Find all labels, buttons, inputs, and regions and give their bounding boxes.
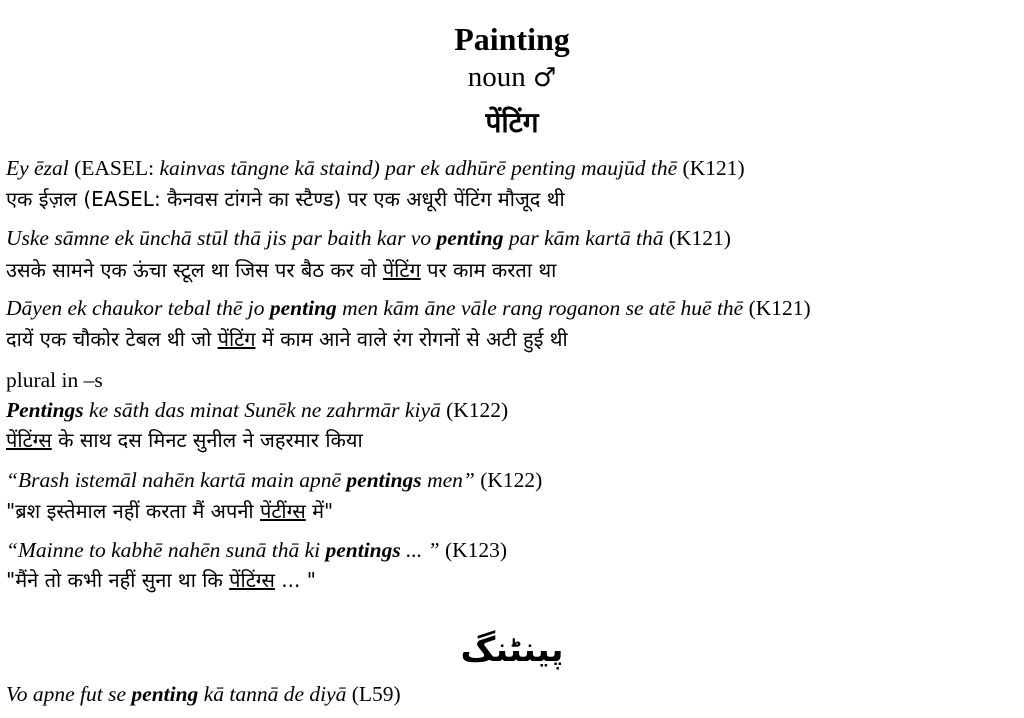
plural-example-2-devanagari: "ब्रश इस्तेमाल नहीं करता मैं अपनी पेंटींग्स में" — [6, 499, 334, 523]
pos-label: noun — [467, 61, 526, 93]
plural-example-1-devanagari: पेंटिंग्स के साथ दस मिनट सुनील ने जहरमार किया — [6, 428, 363, 452]
plural-example-1-roman: Pentings ke sāth das minat Sunēk ne zahrmār kiyā (K122) — [6, 398, 509, 422]
urdu-example-roman: Vo apne fut se penting kā tannā de diyā (L59) — [6, 682, 401, 706]
headword-urdu: پینٹنگ — [460, 630, 564, 670]
plural-example-2-roman: “Brash istemāl nahēn kartā main apnē pentings men” (K122) — [6, 468, 543, 492]
example-1-devanagari: एक ईज़ल (EASEL: कैनवस टांगने का स्टैण्ड) पर एक अधूरी पेंटिंग मौजूद थी — [6, 187, 565, 211]
headword-devanagari: पेंटिंग — [485, 106, 539, 139]
example-3-roman: Dāyen ek chaukor tebal thē jo penting men kām āne vāle rang roganon se atē huē thē (K121) — [6, 296, 811, 320]
entry-title: Painting — [454, 21, 570, 57]
masculine-gender-icon: ♂ — [532, 63, 557, 93]
example-1-roman: Ey ēzal (EASEL: kainvas tāngne kā staind) par ek adhūrē penting maujūd thē (K121) — [6, 156, 745, 180]
example-2-roman: Uske sāmne ek ūnchā stūl thā jis par baith kar vo penting par kām kartā thā (K121) — [6, 226, 731, 250]
plural-example-3-devanagari: "मैंने तो कभी नहीं सुना था कि पेंटिंग्स ... " — [6, 568, 316, 592]
plural-example-3-roman: “Mainne to kabhē nahēn sunā thā ki pentings ... ” (K123) — [6, 538, 508, 562]
example-3-devanagari: दायें एक चौकोर टेबल थी जो पेंटिंग में काम आने वाले रंग रोगनों से अटी हुई थी — [6, 327, 568, 351]
part-of-speech — [0, 60, 1024, 95]
plural-note: plural in –s — [6, 368, 103, 392]
example-2-devanagari: उसके सामने एक ऊंचा स्टूल था जिस पर बैठ कर वो पेंटिंग पर काम करता था — [6, 258, 557, 282]
